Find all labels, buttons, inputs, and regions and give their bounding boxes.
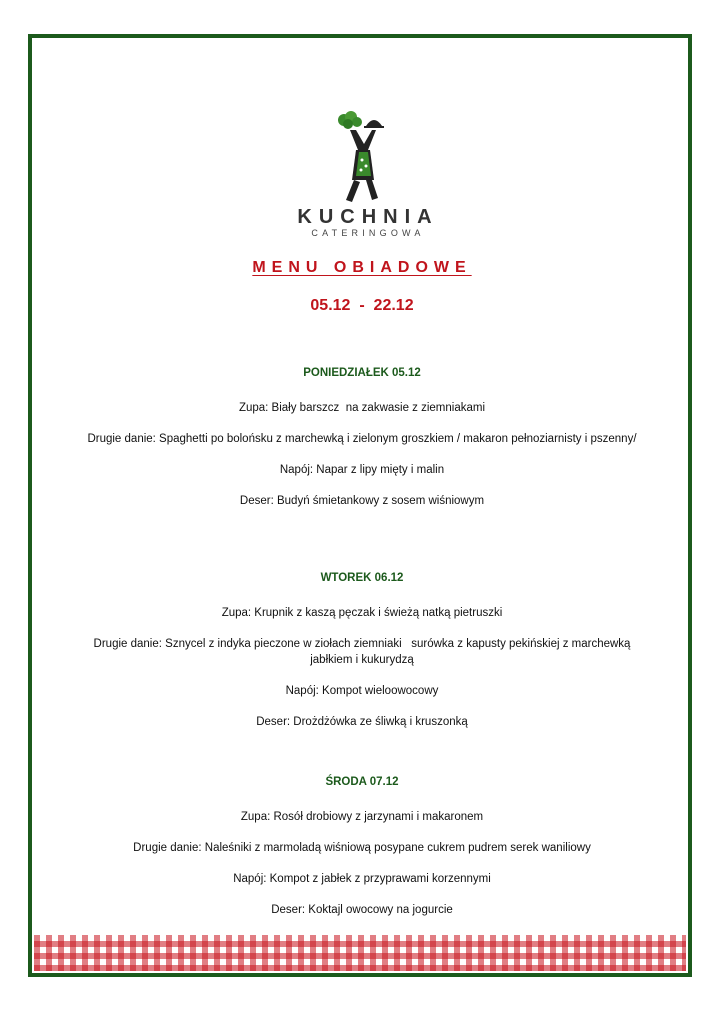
main-course-line: Drugie danie: Spaghetti po bolońsku z marchewką i zielonym groszkiem / makaron pełnoziarnisty i pszenny/ <box>87 433 637 445</box>
day-heading: ŚRODA 07.12 <box>325 776 399 788</box>
menu-dates: 05.12 - 22.12 <box>310 297 414 314</box>
day-section-tuesday <box>32 572 692 745</box>
soup-line: Zupa: Krupnik z kaszą pęczak i świeżą natką pietruszki <box>221 607 503 619</box>
main-course-line: Drugie danie: Naleśniki z marmoladą wiśniową posypane cukrem pudrem serek waniliowy <box>133 842 591 854</box>
dessert-line: Deser: Drożdżówka ze śliwką i kruszonką <box>256 716 468 728</box>
soup-line: Zupa: Rosół drobiowy z jarzynami i makaronem <box>240 811 484 823</box>
brand-logo <box>32 110 692 250</box>
menu-title: MENU OBIADOWE <box>252 259 472 276</box>
main-course-line: Drugie danie: Sznycel z indyka pieczone w ziołach ziemniaki surówka z kapusty pekińskiej z marchewką jabłkiem i kukurydzą <box>93 638 634 666</box>
day-heading: WTOREK 06.12 <box>320 572 404 584</box>
brand-name: KUCHNIA <box>297 206 439 228</box>
drink-line: Napój: Kompot z jabłek z przyprawami korzennymi <box>233 873 491 885</box>
day-section-wednesday <box>32 776 692 933</box>
menu-frame <box>28 34 692 977</box>
chef-with-platter-logo-icon <box>332 110 392 206</box>
day-heading: PONIEDZIAŁEK 05.12 <box>303 367 421 379</box>
soup-line: Zupa: Biały barszcz na zakwasie z ziemniakami <box>238 402 486 414</box>
day-section-monday <box>32 367 692 524</box>
drink-line: Napój: Napar z lipy mięty i malin <box>279 464 445 476</box>
brand-subtitle: CATERINGOWA <box>311 228 425 238</box>
dessert-line: Deser: Koktajl owocowy na jogurcie <box>271 904 453 916</box>
drink-line: Napój: Kompot wieloowocowy <box>285 685 439 697</box>
dessert-line: Deser: Budyń śmietankowy z sosem wiśniowym <box>239 495 485 507</box>
tablecloth-border <box>34 935 686 971</box>
